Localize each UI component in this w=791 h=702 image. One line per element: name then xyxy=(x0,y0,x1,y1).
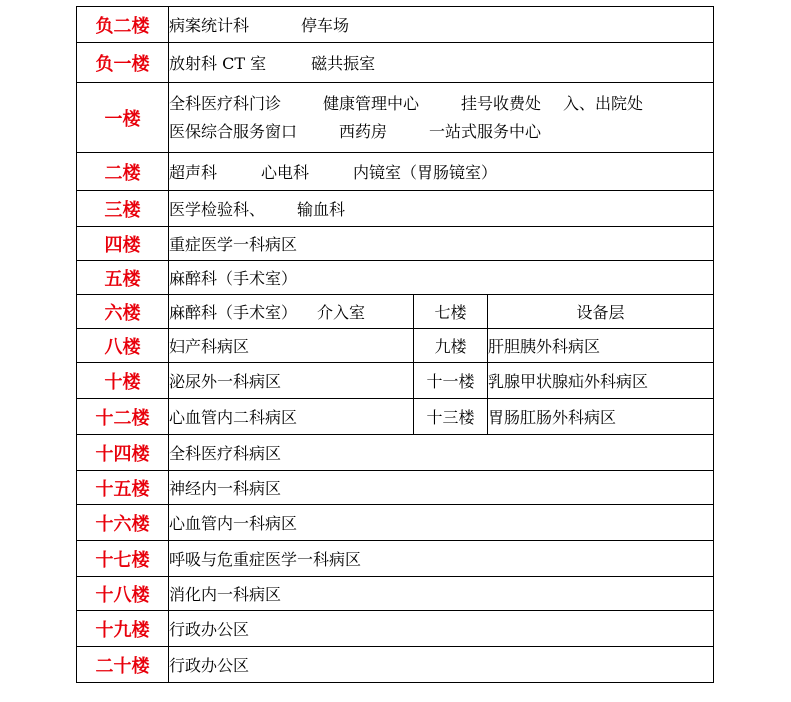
department-name: 重症医学一科病区 xyxy=(169,235,298,254)
department-list xyxy=(169,471,714,505)
department-line xyxy=(169,13,713,36)
department-list xyxy=(169,329,414,363)
department-name: 输血科 xyxy=(297,200,346,219)
side-department-name: 设备层 xyxy=(488,295,714,329)
department-line xyxy=(169,476,713,499)
floor-directory-body xyxy=(77,7,714,683)
floor-label: 十二楼 xyxy=(77,399,169,435)
department-name: 心电科 xyxy=(261,163,310,182)
floor-label: 负二楼 xyxy=(77,7,169,43)
floor-row xyxy=(77,363,714,399)
department-list xyxy=(169,505,714,541)
floor-row xyxy=(77,611,714,647)
department-list xyxy=(169,261,714,295)
department-name: 挂号收费处 xyxy=(461,93,542,113)
department-name: 神经内一科病区 xyxy=(169,479,282,498)
floor-row xyxy=(77,227,714,261)
floor-label: 十四楼 xyxy=(77,435,169,471)
department-list xyxy=(169,191,714,227)
department-list xyxy=(169,43,714,83)
floor-label: 负一楼 xyxy=(77,43,169,83)
floor-label: 十楼 xyxy=(77,363,169,399)
floor-row xyxy=(77,83,714,153)
department-name: 超声科 xyxy=(169,163,218,182)
floor-row xyxy=(77,43,714,83)
floor-label: 十七楼 xyxy=(77,541,169,577)
floor-label: 四楼 xyxy=(77,227,169,261)
floor-row xyxy=(77,577,714,611)
department-list xyxy=(169,153,714,191)
department-name: 麻醉科（手术室） xyxy=(169,303,298,322)
floor-row xyxy=(77,435,714,471)
floor-label: 十九楼 xyxy=(77,611,169,647)
department-line xyxy=(169,617,713,640)
floor-label: 八楼 xyxy=(77,329,169,363)
department-list xyxy=(169,435,714,471)
department-name: 介入室 xyxy=(317,303,366,322)
side-floor-label: 十一楼 xyxy=(414,363,488,399)
department-name: 一站式服务中心 xyxy=(429,121,542,141)
department-name: 行政办公区 xyxy=(169,656,250,675)
department-list xyxy=(169,227,714,261)
department-line xyxy=(169,547,713,570)
department-name: 行政办公区 xyxy=(169,620,250,639)
floor-label: 十八楼 xyxy=(77,577,169,611)
floor-label: 二十楼 xyxy=(77,647,169,683)
floor-row xyxy=(77,261,714,295)
floor-label: 十六楼 xyxy=(77,505,169,541)
department-line xyxy=(169,334,413,357)
department-name: 内镜室（胃肠镜室） xyxy=(353,163,498,182)
department-line xyxy=(169,160,713,183)
side-floor-label: 十三楼 xyxy=(414,399,488,435)
side-department-name: 胃肠肛肠外科病区 xyxy=(488,399,714,435)
side-floor-label: 七楼 xyxy=(414,295,488,329)
department-name: 全科医疗科病区 xyxy=(169,444,282,463)
department-list xyxy=(169,611,714,647)
floor-row xyxy=(77,191,714,227)
floor-directory-table xyxy=(76,6,714,683)
department-name: 医学检验科、 xyxy=(169,200,266,219)
department-name: 放射科 CT 室 xyxy=(169,54,267,73)
department-name: 西药房 xyxy=(339,121,388,141)
department-line xyxy=(169,582,713,605)
department-line xyxy=(169,51,713,74)
floor-row xyxy=(77,399,714,435)
department-line xyxy=(169,405,413,428)
department-name: 病案统计科 xyxy=(169,16,250,35)
department-name: 全科医疗科门诊 xyxy=(169,93,282,113)
department-name: 医保综合服务窗口 xyxy=(169,121,298,141)
department-list xyxy=(169,399,414,435)
floor-row xyxy=(77,295,714,329)
floor-label: 二楼 xyxy=(77,153,169,191)
floor-label: 三楼 xyxy=(77,191,169,227)
floor-row xyxy=(77,153,714,191)
department-line xyxy=(169,653,713,676)
department-name: 麻醉科（手术室） xyxy=(169,269,298,288)
department-list xyxy=(169,577,714,611)
department-line xyxy=(169,90,713,118)
side-department-name: 乳腺甲状腺疝外科病区 xyxy=(488,363,714,399)
floor-row xyxy=(77,7,714,43)
floor-row xyxy=(77,647,714,683)
floor-label: 六楼 xyxy=(77,295,169,329)
floor-label: 五楼 xyxy=(77,261,169,295)
floor-row xyxy=(77,329,714,363)
department-name: 呼吸与危重症医学一科病区 xyxy=(169,550,362,569)
department-line xyxy=(169,232,713,255)
department-list xyxy=(169,541,714,577)
department-name: 心血管内一科病区 xyxy=(169,514,298,533)
department-list xyxy=(169,83,714,153)
department-name: 心血管内二科病区 xyxy=(169,408,298,427)
department-name: 泌尿外一科病区 xyxy=(169,372,282,391)
department-name: 消化内一科病区 xyxy=(169,585,282,604)
department-line xyxy=(169,118,713,146)
floor-label: 十五楼 xyxy=(77,471,169,505)
department-line xyxy=(169,266,713,289)
department-line xyxy=(169,441,713,464)
floor-row xyxy=(77,541,714,577)
department-list xyxy=(169,647,714,683)
floor-row xyxy=(77,505,714,541)
side-floor-label: 九楼 xyxy=(414,329,488,363)
department-line xyxy=(169,197,713,220)
department-list xyxy=(169,295,414,329)
department-line xyxy=(169,300,413,323)
side-department-name: 肝胆胰外科病区 xyxy=(488,329,714,363)
department-name: 健康管理中心 xyxy=(323,93,420,113)
department-name: 入、出院处 xyxy=(563,93,644,113)
department-name: 停车场 xyxy=(301,16,350,35)
floor-label: 一楼 xyxy=(77,83,169,153)
department-name: 磁共振室 xyxy=(311,54,376,73)
department-list xyxy=(169,363,414,399)
department-name: 妇产科病区 xyxy=(169,337,250,356)
department-line xyxy=(169,369,413,392)
floor-row xyxy=(77,471,714,505)
department-list xyxy=(169,7,714,43)
department-line xyxy=(169,511,713,534)
